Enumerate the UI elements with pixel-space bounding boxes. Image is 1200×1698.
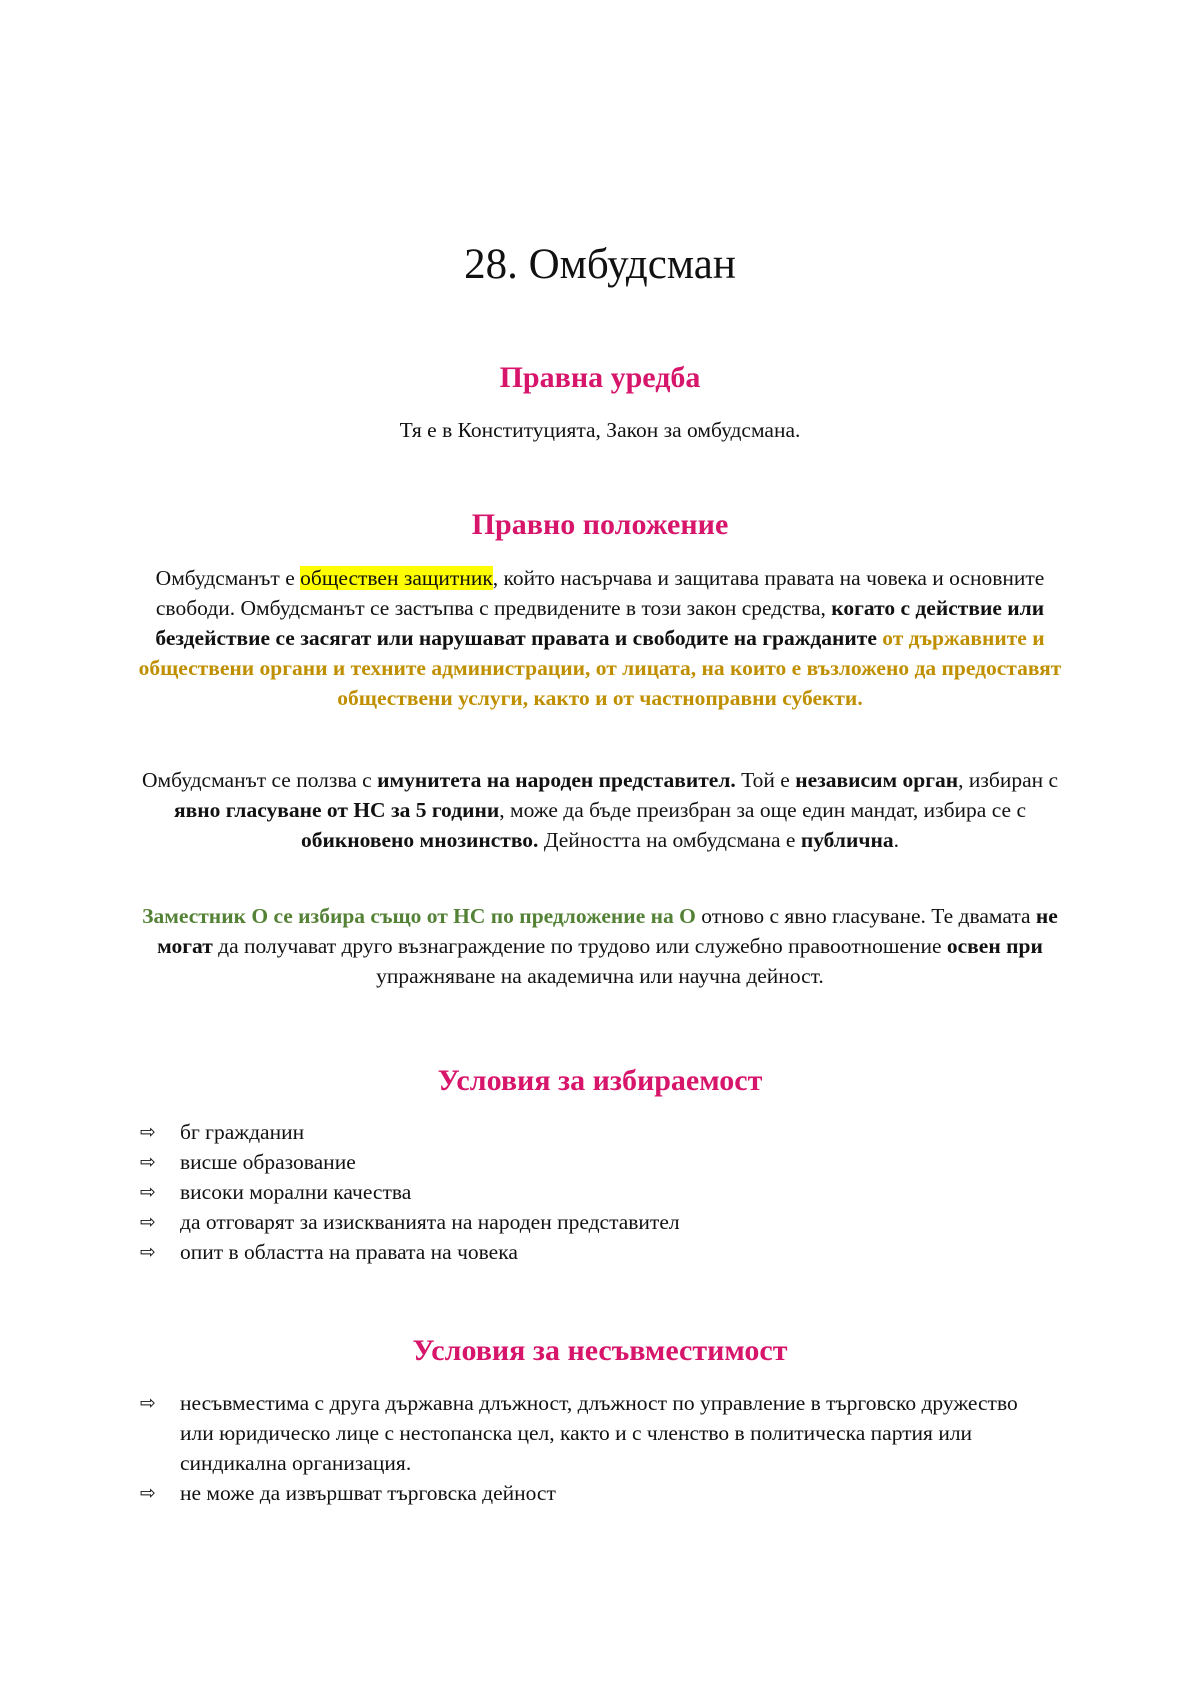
bold-text: независим орган <box>795 768 959 792</box>
highlighted-text: обществен защитник <box>300 566 493 590</box>
list-item-text: високи морални качества <box>180 1180 412 1204</box>
paragraph-legal-position-1 <box>130 563 1070 713</box>
text-run: Той е <box>735 768 796 792</box>
text-run: отново с явно гласуване. Те двамата <box>695 904 1036 928</box>
legal-basis-text: Тя е в Конституцията, Закон за омбудсмана. <box>399 418 801 442</box>
paragraph-legal-position-3 <box>130 901 1070 991</box>
arrow-right-outline-icon: ⇨ <box>140 1211 156 1233</box>
text-run: , може да бъде преизбран за още един мандат, избира се с <box>499 798 1026 822</box>
bold-text: не могат <box>157 904 1058 958</box>
list-item-text: несъвместима с друга държавна длъжност, длъжност по управление в търговско дружество или юридическо лице с нестопанска цел, както и с членство в политическа партия или синдикална организация. <box>180 1391 1018 1475</box>
bold-text: имунитета на народен представител. <box>377 768 736 792</box>
list-item <box>140 1147 1040 1177</box>
bold-text: публична <box>800 828 894 852</box>
list-item-text: бг гражданин <box>180 1120 305 1144</box>
list-item <box>140 1388 1040 1478</box>
arrow-right-outline-icon: ⇨ <box>140 1392 156 1414</box>
text-run: упражняване на академична или научна дейност. <box>376 964 824 988</box>
paragraph-legal-position-2 <box>130 765 1070 855</box>
list-item-text: опит в областта на правата на човека <box>180 1240 518 1264</box>
heading-eligibility: Условия за избираемост <box>437 1064 763 1097</box>
list-item <box>140 1237 1040 1267</box>
list-item <box>140 1117 1040 1147</box>
text-run: , избиран с <box>958 768 1059 792</box>
text-run: да получават друго възнаграждение по трудово или служебно правоотношение <box>212 934 947 958</box>
list-item-text: не може да извършват търговска дейност <box>180 1481 556 1505</box>
bold-text: явно гласуване от НС за 5 години <box>174 798 500 822</box>
list-item-text: да отговарят за изискванията на народен представител <box>180 1210 680 1234</box>
text-run: Омбудсманът е <box>155 566 301 590</box>
text-run: Омбудсманът се ползва с <box>141 768 378 792</box>
eligibility-list <box>140 1117 1040 1267</box>
page-title: 28. Омбудсман <box>464 241 736 288</box>
arrow-right-outline-icon: ⇨ <box>140 1151 156 1173</box>
list-item <box>140 1478 1040 1508</box>
heading-incompatibility: Условия за несъвместимост <box>412 1334 788 1367</box>
bold-text: освен при <box>946 934 1043 958</box>
bold-text: обикновено мнозинство. <box>301 828 539 852</box>
bold-text: когато с действие или бездействие се засягат или нарушават правата и свободите на гражданите <box>155 596 1045 650</box>
incompatibility-list <box>140 1388 1040 1508</box>
heading-legal-position: Правно положение <box>471 508 729 541</box>
text-run: , който насърчава и защитава правата на човека и основните свободи. Омбудсманът се застъпва с предвидените в този закон средства, <box>155 566 1045 620</box>
gold-text: от държавните и обществени органи и техните администрации, от лицата, на които е възложено да предоставят обществени услуги, както и от частноправни субекти. <box>138 626 1062 710</box>
heading-legal-basis: Правна уредба <box>499 361 701 394</box>
green-text: Заместник О се избира също от НС по предложение на О <box>142 904 696 928</box>
arrow-right-outline-icon: ⇨ <box>140 1181 156 1203</box>
text-run: . <box>893 828 899 852</box>
list-item-text: висше образование <box>180 1150 356 1174</box>
arrow-right-outline-icon: ⇨ <box>140 1121 156 1143</box>
arrow-right-outline-icon: ⇨ <box>140 1241 156 1263</box>
list-item <box>140 1177 1040 1207</box>
list-item <box>140 1207 1040 1237</box>
text-run: Дейността на омбудсмана е <box>538 828 801 852</box>
arrow-right-outline-icon: ⇨ <box>140 1482 156 1504</box>
